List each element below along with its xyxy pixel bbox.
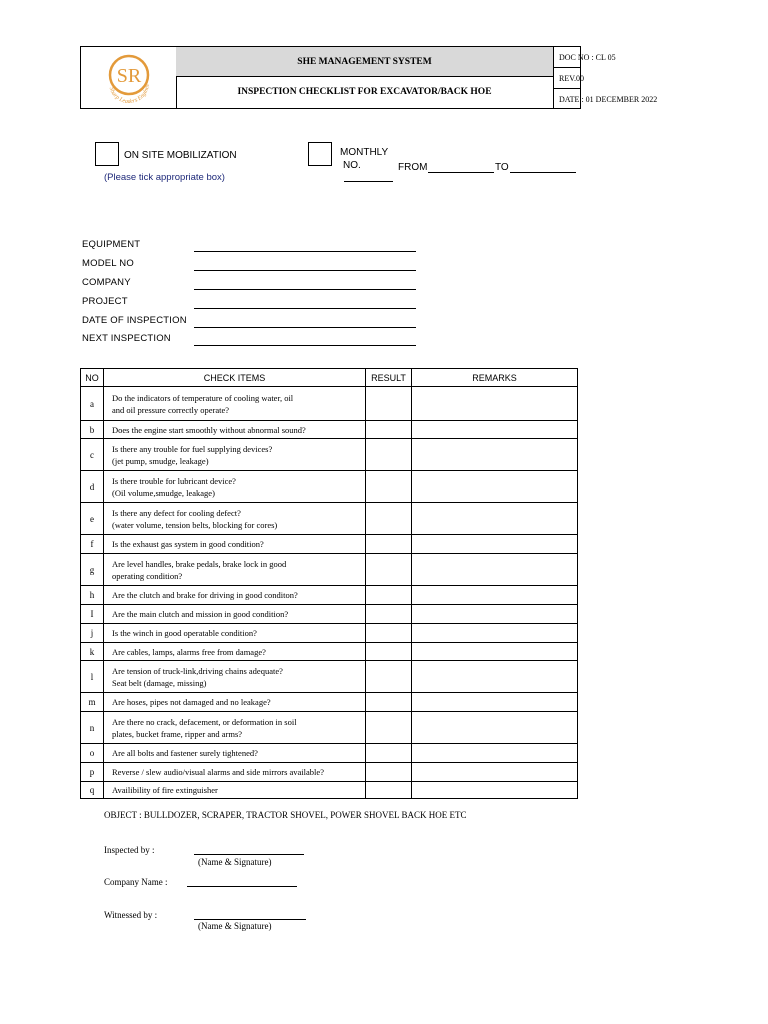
check-item-text: Are the clutch and brake for driving in good conditon? bbox=[112, 590, 298, 600]
model-no-label: MODEL NO bbox=[82, 258, 134, 269]
result-cell[interactable] bbox=[366, 605, 412, 624]
equipment-field[interactable] bbox=[194, 251, 416, 252]
result-cell[interactable] bbox=[366, 643, 412, 661]
row-number: k bbox=[81, 643, 104, 661]
check-item-text: Availibility of fire extinguisher bbox=[112, 785, 218, 795]
check-item bbox=[104, 605, 366, 624]
result-cell[interactable] bbox=[366, 712, 412, 744]
table-row bbox=[81, 535, 578, 554]
row-number: j bbox=[81, 624, 104, 643]
row-number: p bbox=[81, 763, 104, 782]
title-cell bbox=[176, 47, 554, 108]
project-field[interactable] bbox=[194, 308, 416, 309]
inspected-by-label: Inspected by : bbox=[104, 845, 155, 855]
name-signature-caption: (Name & Signature) bbox=[198, 921, 272, 931]
col-header-result: RESULT bbox=[366, 369, 412, 387]
table-row bbox=[81, 744, 578, 763]
doc-divider bbox=[553, 88, 580, 89]
remarks-cell[interactable] bbox=[412, 763, 578, 782]
check-item-text: Is there trouble for lubricant device? bbox=[112, 475, 236, 486]
monthly-no-label: NO. bbox=[343, 160, 361, 171]
row-number: h bbox=[81, 586, 104, 605]
equipment-label: EQUIPMENT bbox=[82, 239, 141, 250]
result-cell[interactable] bbox=[366, 554, 412, 586]
result-cell[interactable] bbox=[366, 421, 412, 439]
check-item-text: Are cables, lamps, alarms free from damage? bbox=[112, 646, 266, 657]
table-row bbox=[81, 712, 578, 744]
result-cell[interactable] bbox=[366, 535, 412, 554]
check-item-text: Are level handles, brake pedals, brake lock in good bbox=[112, 558, 287, 569]
monthly-label: MONTHLY bbox=[340, 147, 389, 158]
project-label: PROJECT bbox=[82, 296, 128, 307]
table-row bbox=[81, 554, 578, 586]
company-label: COMPANY bbox=[82, 277, 131, 288]
result-cell[interactable] bbox=[366, 439, 412, 471]
doc-date: DATE : 01 DECEMBER 2022 bbox=[559, 95, 658, 104]
inspected-by-line[interactable] bbox=[194, 854, 304, 855]
table-row bbox=[81, 782, 578, 799]
check-item-text: plates, bucket frame, ripper and arms? bbox=[112, 728, 243, 739]
table-header-row bbox=[81, 369, 578, 387]
result-cell[interactable] bbox=[366, 782, 412, 799]
table-row bbox=[81, 763, 578, 782]
remarks-cell[interactable] bbox=[412, 471, 578, 503]
table-row bbox=[81, 439, 578, 471]
check-item-text: Are the main clutch and mission in good condition? bbox=[112, 609, 289, 619]
check-item-text: (jet pump, smudge, leakage) bbox=[112, 455, 209, 466]
date-of-inspection-field[interactable] bbox=[194, 327, 416, 328]
remarks-cell[interactable] bbox=[412, 661, 578, 693]
col-header-no: NO bbox=[81, 369, 104, 387]
result-cell[interactable] bbox=[366, 387, 412, 421]
next-inspection-label: NEXT INSPECTION bbox=[82, 333, 171, 344]
to-label: TO bbox=[495, 162, 509, 173]
checklist-table bbox=[80, 368, 578, 799]
row-number: o bbox=[81, 744, 104, 763]
check-item-text: operating condition? bbox=[112, 570, 183, 581]
check-item-text: Is there any trouble for fuel supplying devices? bbox=[112, 443, 273, 454]
check-item-text: Is the winch in good operatable condition? bbox=[112, 628, 257, 638]
remarks-cell[interactable] bbox=[412, 586, 578, 605]
checklist-body bbox=[81, 387, 578, 799]
table-row bbox=[81, 586, 578, 605]
row-number: a bbox=[81, 387, 104, 421]
result-cell[interactable] bbox=[366, 586, 412, 605]
row-number: n bbox=[81, 712, 104, 744]
result-cell[interactable] bbox=[366, 624, 412, 643]
check-item-text: and oil pressure correctly operate? bbox=[112, 404, 230, 415]
logo-tagline: Sharp Leaders Enginee bbox=[107, 83, 152, 106]
remarks-cell[interactable] bbox=[412, 535, 578, 554]
doc-divider bbox=[553, 67, 580, 68]
object-note: OBJECT : BULLDOZER, SCRAPER, TRACTOR SHOVEL, POWER SHOVEL BACK HOE ETC bbox=[104, 810, 467, 820]
table-row bbox=[81, 661, 578, 693]
check-item-text: Does the engine start smoothly without abnormal sound? bbox=[112, 424, 306, 435]
row-number: b bbox=[81, 421, 104, 439]
check-item bbox=[104, 439, 366, 471]
table-row bbox=[81, 421, 578, 439]
date-of-inspection-label: DATE OF INSPECTION bbox=[82, 315, 187, 326]
row-number: l bbox=[81, 661, 104, 693]
check-item-text: Is the exhaust gas system in good condition? bbox=[112, 539, 264, 549]
check-item-text: (water volume, tension belts, blocking for cores) bbox=[112, 519, 278, 530]
row-number: e bbox=[81, 503, 104, 535]
row-number: f bbox=[81, 535, 104, 554]
check-item-text: (Oil volume,smudge, leakage) bbox=[112, 487, 215, 498]
tick-hint: (Please tick appropriate box) bbox=[104, 172, 225, 183]
check-item bbox=[104, 661, 366, 693]
check-item bbox=[104, 643, 366, 661]
check-item-text: Reverse / slew audio/visual alarms and side mirrors available? bbox=[112, 767, 324, 777]
remarks-cell[interactable] bbox=[412, 554, 578, 586]
check-item bbox=[104, 586, 366, 605]
row-number: I bbox=[81, 605, 104, 624]
row-number: g bbox=[81, 554, 104, 586]
company-name-label: Company Name : bbox=[104, 877, 168, 887]
witnessed-by-label: Witnessed by : bbox=[104, 910, 158, 920]
check-item-text: Are hoses, pipes not damaged and no leakage? bbox=[112, 697, 271, 707]
table-row bbox=[81, 387, 578, 421]
onsite-mobilization-label: ON SITE MOBILIZATION bbox=[124, 150, 237, 161]
remarks-cell[interactable] bbox=[412, 439, 578, 471]
remarks-cell[interactable] bbox=[412, 503, 578, 535]
table-row bbox=[81, 503, 578, 535]
check-item bbox=[104, 471, 366, 503]
check-item-text: Are all bolts and fastener surely tightened? bbox=[112, 748, 258, 758]
remarks-cell[interactable] bbox=[412, 744, 578, 763]
check-item bbox=[104, 535, 366, 554]
company-field[interactable] bbox=[194, 289, 416, 290]
result-cell[interactable] bbox=[366, 661, 412, 693]
remarks-cell[interactable] bbox=[412, 421, 578, 439]
remarks-cell[interactable] bbox=[412, 387, 578, 421]
check-item bbox=[104, 712, 366, 744]
table-row bbox=[81, 471, 578, 503]
check-item bbox=[104, 554, 366, 586]
row-number: c bbox=[81, 439, 104, 471]
logo-cell bbox=[81, 47, 177, 108]
check-item bbox=[104, 421, 366, 439]
monthly-checkbox[interactable] bbox=[308, 142, 332, 166]
remarks-cell[interactable] bbox=[412, 712, 578, 744]
remarks-cell[interactable] bbox=[412, 605, 578, 624]
check-item-text: Is there any defect for cooling defect? bbox=[112, 507, 241, 518]
check-item bbox=[104, 693, 366, 712]
check-item-text: Seat belt (damage, missing) bbox=[112, 677, 207, 688]
monthly-no-line[interactable] bbox=[344, 181, 393, 182]
check-item-text: Are tension of truck-link,driving chains adequate? bbox=[112, 665, 283, 676]
check-item bbox=[104, 503, 366, 535]
check-item bbox=[104, 624, 366, 643]
result-cell[interactable] bbox=[366, 763, 412, 782]
row-number: m bbox=[81, 693, 104, 712]
result-cell[interactable] bbox=[366, 744, 412, 763]
col-header-check-items: CHECK ITEMS bbox=[104, 369, 366, 387]
result-cell[interactable] bbox=[366, 693, 412, 712]
witnessed-by-line[interactable] bbox=[194, 919, 306, 920]
onsite-mobilization-checkbox[interactable] bbox=[95, 142, 119, 166]
check-item bbox=[104, 782, 366, 799]
check-item-text: Do the indicators of temperature of cooling water, oil bbox=[112, 392, 294, 403]
check-item bbox=[104, 387, 366, 421]
table-row bbox=[81, 693, 578, 712]
model-no-field[interactable] bbox=[194, 270, 416, 271]
remarks-cell[interactable] bbox=[412, 693, 578, 712]
table-row bbox=[81, 624, 578, 643]
checklist-title: INSPECTION CHECKLIST FOR EXCAVATOR/BACK HOE bbox=[237, 87, 492, 97]
name-signature-caption: (Name & Signature) bbox=[198, 857, 272, 867]
remarks-cell[interactable] bbox=[412, 782, 578, 799]
remarks-cell[interactable] bbox=[412, 624, 578, 643]
col-header-remarks: REMARKS bbox=[412, 369, 578, 387]
row-number: d bbox=[81, 471, 104, 503]
logo-text: SR bbox=[116, 65, 142, 87]
check-item-text: Are there no crack, defacement, or deformation in soil bbox=[112, 716, 297, 727]
row-number: q bbox=[81, 782, 104, 799]
revision: REV.00 bbox=[559, 74, 584, 83]
system-title: SHE MANAGEMENT SYSTEM bbox=[176, 47, 553, 77]
result-cell[interactable] bbox=[366, 503, 412, 535]
check-item bbox=[104, 744, 366, 763]
company-name-line[interactable] bbox=[187, 886, 297, 887]
table-row bbox=[81, 643, 578, 661]
table-row bbox=[81, 605, 578, 624]
next-inspection-field[interactable] bbox=[194, 345, 416, 346]
check-item bbox=[104, 763, 366, 782]
result-cell[interactable] bbox=[366, 471, 412, 503]
company-logo bbox=[101, 51, 157, 107]
remarks-cell[interactable] bbox=[412, 643, 578, 661]
document-header bbox=[80, 46, 658, 109]
from-line[interactable] bbox=[428, 172, 494, 173]
from-label: FROM bbox=[398, 162, 428, 173]
doc-number: DOC NO : CL 05 bbox=[559, 53, 616, 62]
to-line[interactable] bbox=[510, 172, 576, 173]
